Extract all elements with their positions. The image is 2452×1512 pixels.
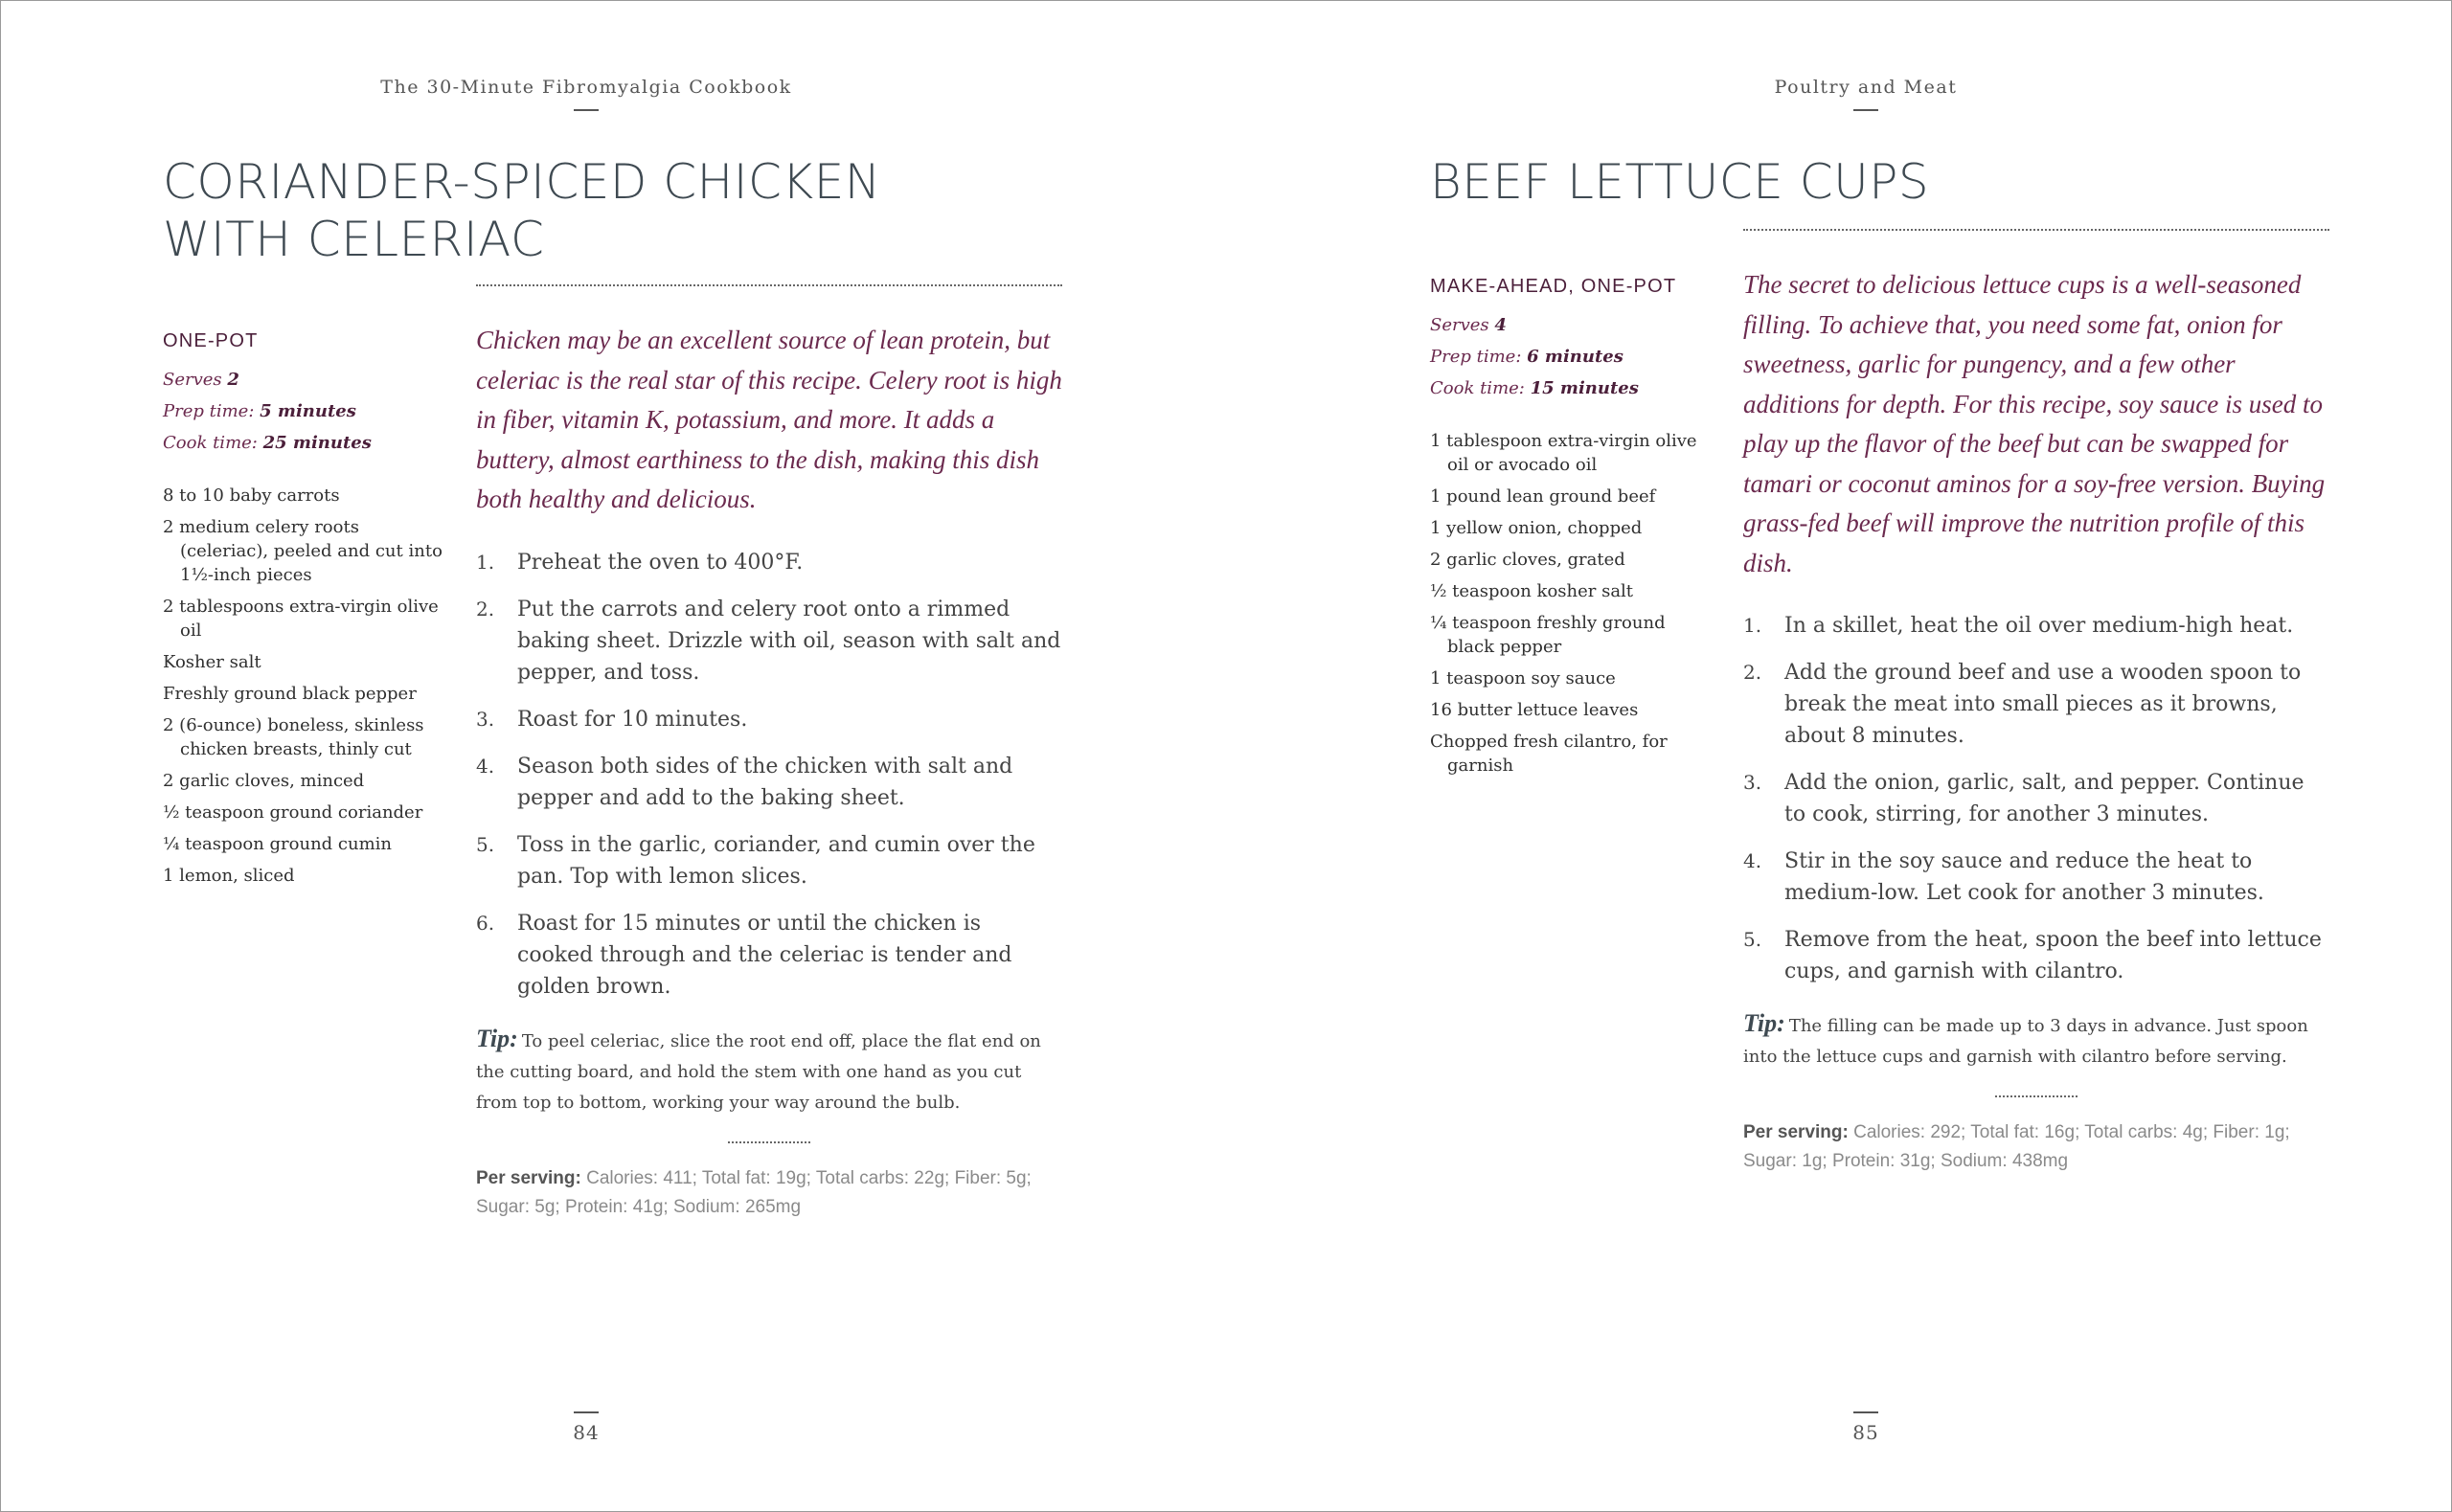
recipe-title (1430, 153, 2388, 211)
ingredient-item: ¼ teaspoon ground cumin (163, 834, 393, 854)
cook-value: 15 minutes (1530, 378, 1639, 398)
title-dotted-rule (1743, 229, 2329, 231)
step-item (1743, 767, 2329, 830)
nutrition-text: Calories: 411; Total fat: 19g; Total carbs: 22g; Fiber: 5g; Sugar: 5g; Protein: 41g; Sodium: 265mg (476, 1167, 1032, 1217)
serves-label: Serves (1430, 315, 1489, 335)
tip-label: Tip: (1743, 1009, 1785, 1037)
ingredient-item: 16 butter lettuce leaves (1430, 700, 1639, 720)
recipe-tip (1743, 1008, 2329, 1072)
recipe-tag: ONE-POT (163, 330, 259, 351)
step-number: 3. (1743, 771, 1762, 794)
step-text: Add the ground beef and use a wooden spoon to break the meat into small pieces as it browns, about 8 minutes. (1784, 661, 2302, 748)
cook-label: Cook time: (1430, 378, 1525, 398)
step-number: 4. (476, 754, 495, 778)
ingredient-item: 2 (6-ounce) boneless, skinless chicken breasts, thinly cut (163, 715, 424, 759)
serves-label: Serves (163, 370, 222, 390)
ingredient-item: 2 medium celery roots (celeriac), peeled and cut into 1½-inch pieces (163, 517, 443, 585)
tip-label: Tip: (476, 1024, 518, 1052)
serves-value: 2 (227, 370, 239, 390)
step-item (476, 547, 1062, 578)
page-number-rule (574, 1411, 599, 1413)
ingredient-item: 1 yellow onion, chopped (1430, 518, 1643, 538)
cook-time-line (163, 427, 450, 459)
step-item (1743, 846, 2329, 909)
recipe-sidebar (163, 327, 450, 895)
nutrition-label: Per serving: (1743, 1122, 1849, 1142)
page-number: 84 (573, 1421, 600, 1444)
prep-label: Prep time: (163, 401, 255, 421)
step-text: Toss in the garlic, coriander, and cumin over the pan. Top with lemon slices. (517, 832, 1035, 889)
ingredient-item: 8 to 10 baby carrots (163, 485, 340, 506)
ingredient-item: Chopped fresh cilantro, for garnish (1430, 732, 1668, 776)
recipe-tag: MAKE-AHEAD, ONE-POT (1430, 276, 1677, 297)
step-item (476, 751, 1062, 814)
page-number: 85 (1852, 1421, 1879, 1444)
step-item (476, 908, 1062, 1003)
ingredient-item: Kosher salt (163, 652, 261, 672)
ingredient-item: ½ teaspoon kosher salt (1430, 581, 1634, 601)
recipe-meta (163, 364, 450, 459)
step-number: 1. (1743, 614, 1762, 637)
step-text: In a skillet, heat the oil over medium-high heat. (1784, 614, 2294, 638)
section-dotted-divider (1995, 1095, 2077, 1097)
cook-value: 25 minutes (262, 433, 372, 453)
tip-text: To peel celeriac, slice the root end off, place the flat end on the cutting board, and hold the stem with one hand as you cut from top to bottom, working your way around the bulb. (476, 1030, 1041, 1113)
step-item (1743, 610, 2329, 642)
step-list (476, 547, 1062, 1003)
step-item (476, 594, 1062, 688)
step-text: Season both sides of the chicken with salt and pepper and add to the baking sheet. (517, 754, 1013, 810)
prep-label: Prep time: (1430, 347, 1522, 367)
step-text: Remove from the heat, spoon the beef into lettuce cups, and garnish with cilantro. (1784, 928, 2322, 983)
step-list (1743, 610, 2329, 987)
step-number: 2. (1743, 661, 1762, 684)
nutrition-info (1743, 1118, 2329, 1176)
ingredient-item: 1 pound lean ground beef (1430, 486, 1656, 507)
title-line: WITH CELERIAC (163, 212, 545, 267)
step-number: 2. (476, 597, 495, 621)
prep-value: 6 minutes (1527, 347, 1623, 367)
ingredient-item: 1 teaspoon soy sauce (1430, 668, 1616, 688)
step-item (1743, 924, 2329, 987)
title-dotted-rule (476, 284, 1062, 286)
step-text: Add the onion, garlic, salt, and pepper. Continue to cook, stirring, for another 3 minutes. (1784, 771, 2304, 826)
step-text: Roast for 15 minutes or until the chicken is cooked through and the celeriac is tender and golden brown. (517, 911, 1012, 999)
title-line: BEEF LETTUCE CUPS (1430, 154, 1930, 210)
ingredient-item: 1 lemon, sliced (163, 866, 295, 886)
ingredient-item: ¼ teaspoon freshly ground black pepper (1430, 613, 1666, 657)
prep-value: 5 minutes (260, 401, 356, 421)
nutrition-label: Per serving: (476, 1167, 581, 1188)
recipe-sidebar (1430, 273, 1717, 785)
step-item (476, 704, 1062, 735)
serves-line (163, 364, 450, 395)
recipe-main (476, 321, 1062, 1222)
ingredient-list (1430, 429, 1717, 778)
step-text: Roast for 10 minutes. (517, 707, 748, 732)
ingredient-item: Freshly ground black pepper (163, 684, 417, 704)
ingredient-item: 2 garlic cloves, minced (163, 771, 365, 791)
ingredient-item: 1 tablespoon extra-virgin olive oil or avocado oil (1430, 431, 1697, 475)
ingredient-item: ½ teaspoon ground coriander (163, 802, 423, 823)
title-line: CORIANDER-SPICED CHICKEN (163, 154, 881, 210)
step-number: 5. (476, 832, 495, 856)
step-text: Put the carrots and celery root onto a rimmed baking sheet. Drizzle with oil, season with salt and pepper, and toss. (517, 597, 1061, 685)
nutrition-text: Calories: 292; Total fat: 16g; Total carbs: 4g; Fiber: 1g; Sugar: 1g; Protein: 31g; Sodium: 438mg (1743, 1122, 2290, 1171)
serves-line (1430, 309, 1717, 341)
ingredient-item: 2 garlic cloves, grated (1430, 550, 1625, 570)
step-text: Preheat the oven to 400°F. (517, 550, 804, 575)
running-head: Poultry and Meat (1774, 77, 1958, 98)
nutrition-info (476, 1164, 1062, 1222)
step-number: 4. (1743, 849, 1762, 872)
step-number: 3. (476, 707, 495, 731)
tip-text: The filling can be made up to 3 days in advance. Just spoon into the lettuce cups and garnish with cilantro before serving. (1743, 1016, 2308, 1067)
prep-time-line (1430, 341, 1717, 372)
step-number: 1. (476, 550, 495, 574)
page-number-rule (1853, 1411, 1878, 1413)
recipe-main (1743, 265, 2329, 1176)
recipe-intro: The secret to delicious lettuce cups is a well-seasoned filling. To achieve that, you need some fat, onion for sweetness, garlic for pungency, and a few other additions for depth. For this recipe, soy sauce is used to play up the flavor of the beef but can be swapped for tamari or coconut aminos for a soy-free version. Buying grass-fed beef will improve the nutrition profile of this dish. (1743, 270, 2326, 577)
section-dotted-divider (728, 1141, 810, 1143)
serves-value: 4 (1494, 315, 1507, 335)
cook-time-line (1430, 372, 1717, 404)
step-number: 5. (1743, 928, 1762, 951)
recipe-intro: Chicken may be an excellent source of lean protein, but celeriac is the real star of this recipe. Celery root is high in fiber, vitamin K, potassium, and more. It adds a buttery, almost earthiness to the dish, making this dish both healthy and delicious. (476, 326, 1062, 513)
ingredient-item: 2 tablespoons extra-virgin olive oil (163, 597, 439, 641)
recipe-tip (476, 1024, 1062, 1118)
running-head-rule (574, 109, 599, 111)
step-item (1743, 657, 2329, 752)
ingredient-list (163, 484, 450, 888)
right-page (1226, 0, 2452, 1512)
step-item (476, 829, 1062, 892)
step-text: Stir in the soy sauce and reduce the heat to medium-low. Let cook for another 3 minutes. (1784, 849, 2264, 905)
step-number: 6. (476, 911, 495, 935)
prep-time-line (163, 395, 450, 427)
recipe-title (163, 153, 1121, 268)
running-head: The 30-Minute Fibromyalgia Cookbook (380, 77, 792, 98)
recipe-meta (1430, 309, 1717, 404)
running-head-rule (1853, 109, 1878, 111)
cook-label: Cook time: (163, 433, 258, 453)
